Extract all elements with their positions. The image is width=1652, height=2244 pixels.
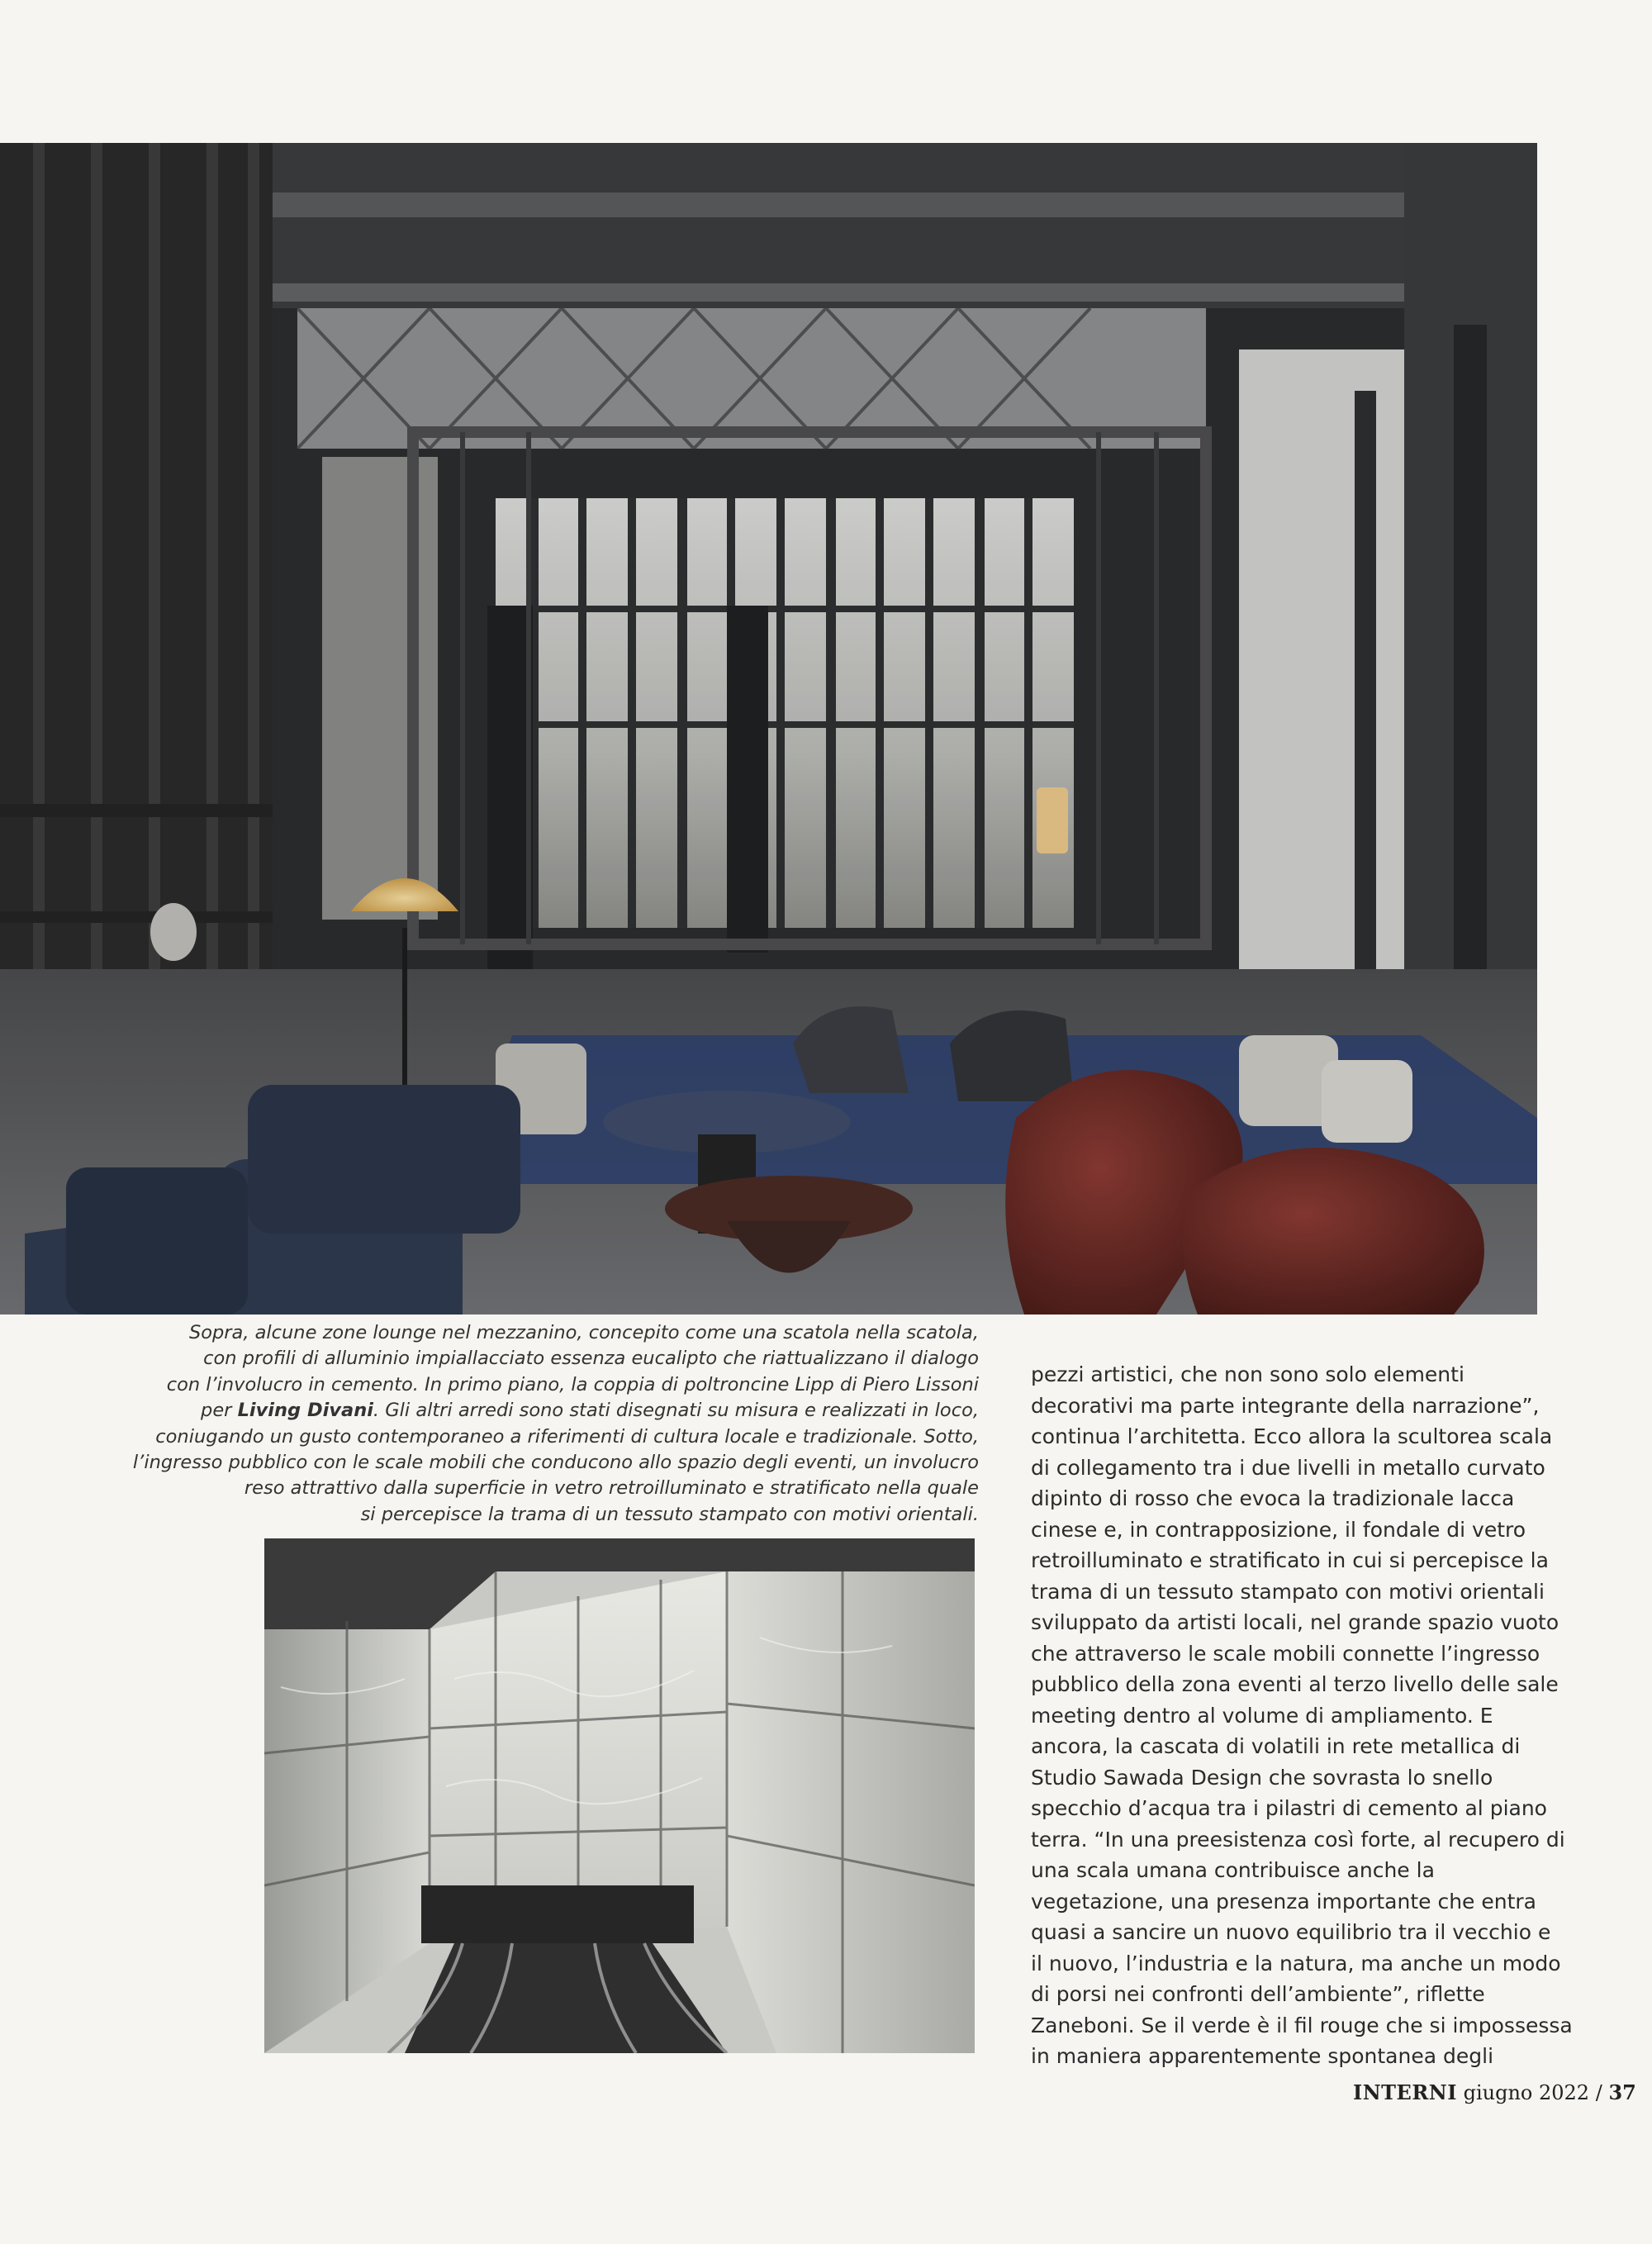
- caption-line: reso attrattivo dalla superficie in vetro retroilluminato e stratificato nella quale: [244, 1477, 979, 1500]
- page-number: 37: [1608, 2080, 1636, 2104]
- lounge-mezzanine-photo: [0, 143, 1537, 1315]
- body-line: decorativi ma parte integrante della narrazione”,: [1031, 1393, 1540, 1418]
- body-line: retroilluminato e stratificato in cui si percepisce la: [1031, 1548, 1549, 1572]
- caption-line: con l’involucro in cemento. In primo piano, la coppia di poltroncine Lipp di Piero Lissoni: [166, 1373, 979, 1395]
- caption-line: coniugando un gusto contemporaneo a riferimenti di cultura locale e tradizionale. Sotto,: [155, 1425, 979, 1448]
- caption-line: [124, 1398, 979, 1424]
- body-line: pubblico della zona eventi al terzo livello delle sale: [1031, 1672, 1559, 1696]
- magazine-name: INTERNI: [1353, 2080, 1457, 2104]
- brand-name: Living Divani: [237, 1400, 373, 1422]
- body-line: una scala umana contribuisce anche la: [1031, 1858, 1435, 1882]
- caption-text: per: [201, 1400, 238, 1422]
- escalator-lightbox-photo: [264, 1538, 975, 2053]
- caption-line: con profili di alluminio impiallacciato essenza eucalipto che riattualizzano il dialogo: [203, 1348, 979, 1370]
- folio-separator: /: [1595, 2081, 1602, 2104]
- body-line: Studio Sawada Design che sovrasta lo snello: [1031, 1765, 1493, 1790]
- body-line: trama di un tessuto stampato con motivi orientali: [1031, 1579, 1545, 1604]
- body-line: ancora, la cascata di volatili in rete metallica di: [1031, 1734, 1521, 1758]
- body-line: continua l’architetta. Ecco allora la scultorea scala: [1031, 1424, 1553, 1448]
- escalator-lightbox-photo-graphic: [264, 1538, 975, 2053]
- page-folio: [1353, 2080, 1636, 2104]
- body-line: il nuovo, l’industria e la natura, ma anche un modo: [1031, 1951, 1561, 1975]
- body-line: meeting dentro al volume di ampliamento. E: [1031, 1703, 1493, 1728]
- caption-text: . Gli altri arredi sono stati disegnati su misura e realizzati in loco,: [373, 1400, 979, 1422]
- body-line: cinese e, in contrapposizione, il fondale di vetro: [1031, 1517, 1526, 1542]
- body-line: specchio d’acqua tra i pilastri di cemento al piano: [1031, 1796, 1547, 1820]
- body-line: vegetazione, una presenza importante che entra: [1031, 1889, 1536, 1914]
- caption-line: Sopra, alcune zone lounge nel mezzanino, concepito come una scatola nella scatola,: [188, 1322, 979, 1343]
- photo-caption: [124, 1320, 979, 1528]
- body-line: sviluppato da artisti locali, nel grande spazio vuoto: [1031, 1610, 1559, 1634]
- article-body-column: [1031, 1359, 1573, 2072]
- caption-line: l’ingresso pubblico con le scale mobili che conducono allo spazio degli eventi, un involucro: [132, 1452, 979, 1474]
- body-line: Zaneboni. Se il verde è il fil rouge che si impossessa: [1031, 2013, 1573, 2037]
- body-line: terra. “In una preesistenza così forte, al recupero di: [1031, 1827, 1565, 1852]
- issue-date: giugno 2022: [1463, 2081, 1590, 2104]
- caption-line: si percepisce la trama di un tessuto stampato con motivi orientali.: [360, 1503, 979, 1525]
- body-line: di collegamento tra i due livelli in metallo curvato: [1031, 1455, 1545, 1480]
- body-line: quasi a sancire un nuovo equilibrio tra il vecchio e: [1031, 1920, 1551, 1944]
- body-line: di porsi nei confronti dell’ambiente”, riflette: [1031, 1982, 1485, 2006]
- body-line: in maniera apparentemente spontanea degli: [1031, 2044, 1494, 2068]
- lounge-mezzanine-photo-graphic: [0, 143, 1537, 1315]
- body-line: dipinto di rosso che evoca la tradizionale lacca: [1031, 1486, 1515, 1510]
- body-line: che attraverso le scale mobili connette l’ingresso: [1031, 1641, 1540, 1666]
- body-line: pezzi artistici, che non sono solo elementi: [1031, 1362, 1464, 1386]
